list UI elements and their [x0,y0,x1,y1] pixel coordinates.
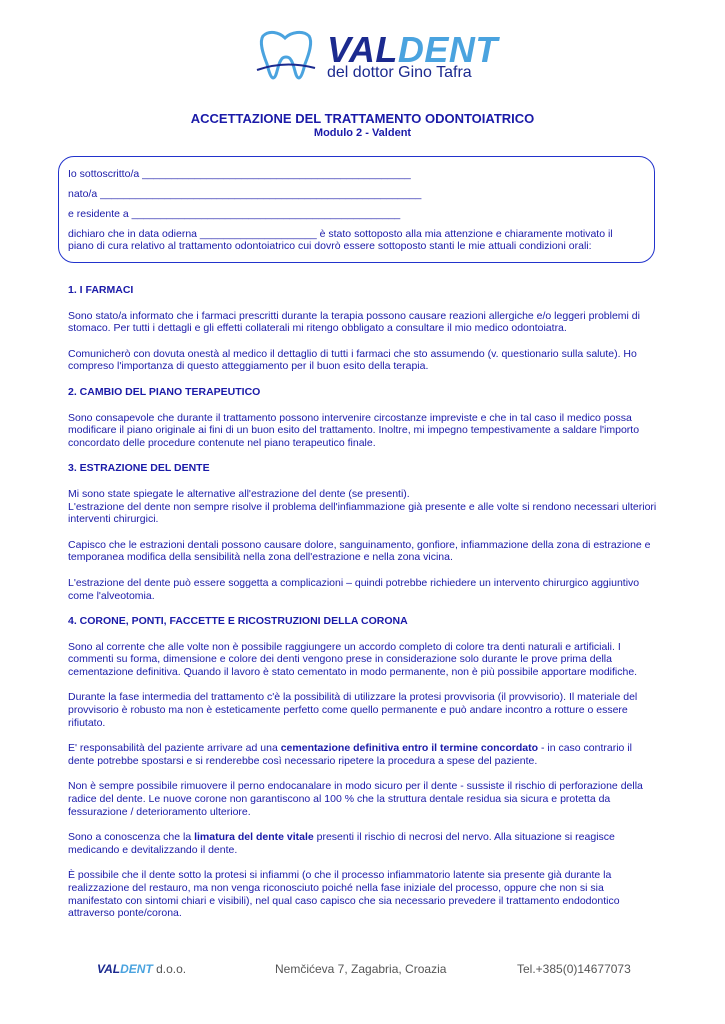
paragraph: Capisco che le estrazioni dentali possono causare dolore, sanguinamento, gonfiore, infiammazione della zona di estrazione e temporanea modifica della sensibilità nella zona dell'estrazione e nella zona vicina. [68,538,651,564]
paragraph: E' responsabilità del paziente arrivare ad una cementazione definitiva entro il termine concordato - in caso contrario il dente potrebbe spostarsi e si renderebbe così necessario ripetere la procedura a spese del paziente. [68,742,632,767]
document-subtitle: Modulo 2 - Valdent [313,127,412,139]
name-field[interactable]: Io sottoscritto/a ______________________________________________ [68,168,411,180]
footer-address: Nemčićeva 7, Zagabria, Croazia [275,962,447,976]
valdent-logo [255,29,498,81]
tooth-icon [255,30,317,80]
paragraph: Sono a conoscenza che la limatura del dente vitale presenti il rischio di necrosi del nervo. Alla situazione si reagisce medicando e devitalizzando il dente. [68,831,615,856]
declaration-line[interactable]: dichiaro che in data odierna ____________________ è stato sottoposto alla mia attenzione e chiaramente motivato il [68,228,613,240]
document-title: ACCETTAZIONE DEL TRATTAMENTO ODONTOIATRICO [190,111,535,126]
section-title-farmaci: 1. I FARMACI [68,284,134,296]
declaration-line-2: piano di cura relativo al trattamento odontoiatrico cui dovrò essere sottoposto stanti le mie attuali condizioni orali: [68,240,592,252]
paragraph: Sono stato/a informato che i farmaci prescritti durante la terapia possono causare reazioni allergiche e/o leggeri problemi di stomaco. Per tutti i dettagli e gli effetti collaterali mi ritengo obbligato a consultare il mio medico odontoiatra. [68,309,640,335]
paragraph: È possibile che il dente sotto la protesi si infiammi (o che il processo infiammatorio latente sia presente già durante la realizzazione del restauro, ma non venga riconosciuto poiché nella fase iniziale del processo, oppure che non si sia manifestato con sintomi chiari e visibili), nel qual caso capisco che sia necessario prevedere il trattamento endodontico attraverso ponte/corona. [68,869,620,920]
section-title-estrazione: 3. ESTRAZIONE DEL DENTE [68,462,210,475]
paragraph: Non è sempre possibile rimuovere il perno endocanalare in modo sicuro per il dente - sussiste il rischio di perforazione della radice del dente. Le nuove corone non garantiscono al 100 % che la struttura dentale residua sia sicura e protetta da fessurazione / deterioramento ulteriore. [68,780,643,818]
section-title-corone: 4. CORONE, PONTI, FACCETTE E RICOSTRUZIONI DELLA CORONA [68,615,408,628]
footer-phone: Tel.+385(0)14677073 [517,962,631,976]
brand-name: VALDENT [327,29,498,70]
paragraph: Sono consapevole che durante il trattamento possono intervenire circostanze impreviste e che in tal caso il medico possa modificare il piano originale ai fini di un buon esito del trattamento. Inoltre, mi impegno tempestivamente a saldare l'importo concordato delle procedure contenute nel piano terapeutico finale. [68,411,640,449]
footer-company: VALDENT d.o.o. [97,962,187,976]
paragraph: Durante la fase intermedia del trattamento c'è la possibilità di utilizzare la protesi provvisoria (il provvisorio). Il materiale del provvisorio è robusto ma non è esteticamente perfetto come quello permanente e può andare incontro a rotture o essere rifiutato. [68,691,638,729]
brand-subtitle: del dottor Gino Tafra [327,64,472,81]
section-title-cambio-piano: 2. CAMBIO DEL PIANO TERAPEUTICO [68,385,261,398]
birth-field[interactable]: nato/a _______________________________________________________ [68,188,422,200]
document-body [68,284,658,933]
paragraph: Comunicherò con dovuta onestà al medico il dettaglio di tutti i farmaci che sto assumendo (v. questionario sulla salute). Ho compreso l'importanza di questo atteggiamento per il buon esito della terapia. [68,347,637,373]
paragraph: Mi sono state spiegate le alternative all'estrazione del dente (se presenti). L'estrazione del dente non sempre risolve il problema dell'infiammazione già presente e alle volte si rendono necessari ulteriori interventi chirurgici. [68,487,657,526]
paragraph: L'estrazione del dente può essere soggetta a complicazioni – quindi potrebbe richiedere un intervento chirurgico aggiuntivo come l'alveotomia. [68,576,640,602]
residence-field[interactable]: e residente a ______________________________________________ [68,208,401,220]
paragraph: Sono al corrente che alle volte non è possibile raggiungere un accordo completo di colore tra denti naturali e artificiali. I commenti su forma, dimensione e colore dei denti vengono prese in considerazione solo durante le prove prima della cementazione definitiva. Quando il lavoro è stato cementato in modo permanente, non è più possibile apportare modifiche. [68,640,638,678]
